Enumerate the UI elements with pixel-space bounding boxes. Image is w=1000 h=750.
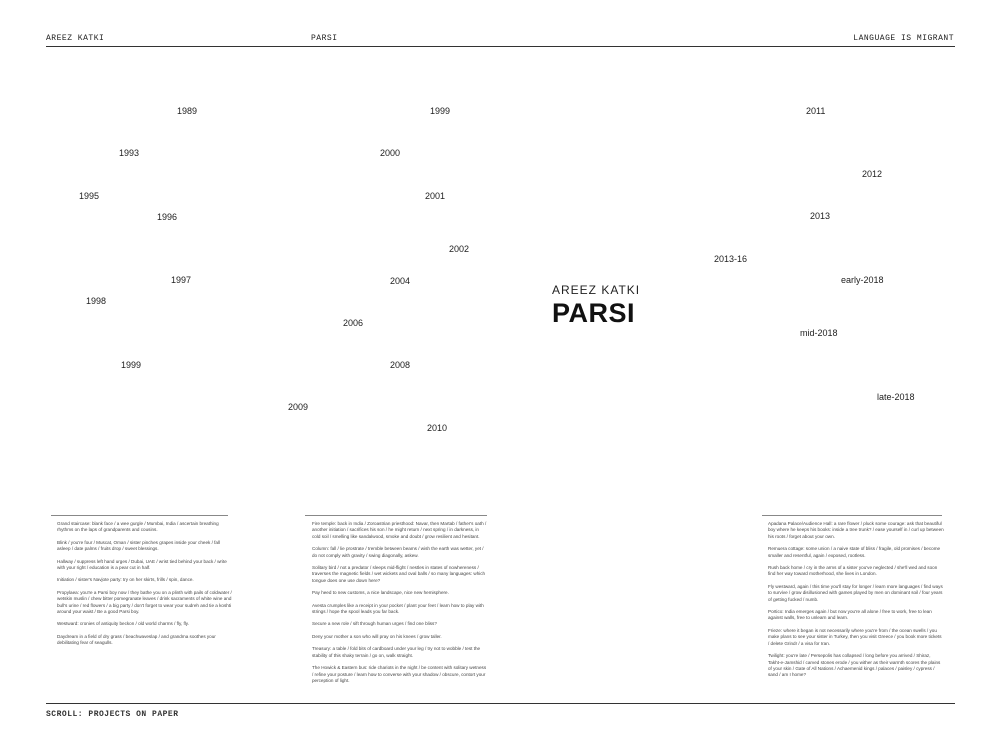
column-paragraph: Column: fall / lie prostrate / tremble between beams / wish the earth was wetter, yet / do not comply with gravity / swing diagonally, askew. (312, 546, 484, 558)
timeline-year: 2000 (380, 148, 401, 158)
timeline-year: 1995 (79, 191, 100, 201)
column-paragraph: Westward: cronies of antiquity beckon / old world charms / fly, fly. (57, 621, 189, 627)
timeline-year: 2008 (390, 360, 411, 370)
column-paragraph: Apadana Palace/Audience Hall: a rare flower / pluck some courage: ask that beautiful boy where he keeps his books: inside a tree trunk? / ease yourself in / curl up between his roots / forget about your own. (768, 521, 944, 539)
timeline-year: 2004 (390, 276, 411, 286)
header-tagline: LANGUAGE IS MIGRANT (853, 34, 954, 43)
column-3-rule (762, 515, 942, 516)
timeline-year: 2009 (288, 402, 309, 412)
column-paragraph: Portico: India emerges again / but now you're all alone / free to work, free to lean against walls, free to unlearn and learn. (768, 609, 932, 621)
column-paragraph: Secure a new role / sift through human urges / find one bliss? (312, 621, 437, 627)
column-1-rule (51, 515, 228, 516)
column-paragraph: Daydream in a field of dry grass / beachwaveslap / and grandma soothes your debilitating fear of seagulls. (57, 633, 216, 646)
title-block (552, 283, 640, 329)
column-paragraph: Blink / you're four / Muscat, Oman / sister pinches grapes inside your cheek / fall asleep / date palms / fruits drop / sweet blessings. (57, 539, 221, 552)
timeline-year: 2001 (425, 191, 446, 201)
header-author: AREEZ KATKI (46, 34, 105, 43)
column-paragraph: Remuera cottage: some union / a naive state of bliss / fragile, old promises / become smaller and resentful, again / exposed, rootless. (768, 546, 941, 558)
column-paragraph: Twilight: you're late / Persepolis has collapsed / long before you arrived / Shiraz, Takht-e-Jamshid / carved stones erode / you wither as their warmth scores the plains of your skin / Gate of All Nations / Achaemenid kings / palaces / paisley / cypress / sand / am I home? (768, 653, 941, 678)
column-paragraph: Treasury: a table / fold bits of cardboard under your leg / try not to wobble / test the stability of this shaky terrain / go on, walk straight. (312, 646, 481, 658)
page-title: PARSI (552, 298, 636, 328)
timeline-year: 2012 (862, 169, 883, 179)
timeline-year: 1997 (171, 275, 192, 285)
footer-label: SCROLL: PROJECTS ON PAPER (46, 710, 179, 719)
timeline-year: 2011 (806, 106, 826, 116)
timeline-year: 1999 (430, 106, 451, 116)
column-paragraph: Fly westward, again / this time you'll stay for longer / learn more languages / find ways to survive / grow disillusioned with games played by men on dominant soil / four years of getting fucked / numb. (768, 583, 943, 602)
column-paragraph: Deny your mother a son who will pray on his knees / grow taller. (312, 633, 442, 639)
column-paragraph: Fire temple: back in India / Zoroastrian priesthood: Navar, then Martab / father's oath / another initiation / sacrifices his son / he might return / next spring / in darkness, in cold soil / smelling like sandalwood, smoke and doubt / grow resilient and hesitant. (312, 521, 487, 539)
column-paragraph: Initiation / sister's Navjote party: try on her skirts, frills / spin, dance. (57, 577, 194, 583)
column-paragraph: The Howick & Eastern bus: ride chariots in the night / be content with solitary wetness / refine your posture / learn how to converse with your shadow / obscure, contort your perception of light. (312, 665, 487, 683)
column-paragraph: Rush back home / cry in the arms of a sister you've neglected / she'll wed and soon find her way toward motherhood, she lives in London. (768, 565, 938, 577)
footer-rule (46, 703, 955, 704)
header-rule (46, 46, 955, 47)
timeline-year: 1989 (177, 106, 198, 116)
column-paragraph: Pay heed to new customs, a nice landscape, nice new hemisphere. (312, 590, 449, 596)
column-paragraph: Hallway / suppress left hand urges / Dubai, UAE / wrist tied behind your back / write with your right / education is a pear cut in half. (57, 558, 227, 571)
timeline-year: 2013 (810, 211, 831, 221)
column-paragraph: Solitary bird / not a predator / sleeps mid-flight / nestles in states of nowhereness / traverses the magnetic fields / wet wickets and oval balls / so many languages: which tongue does one use down here? (312, 565, 486, 583)
timeline-year: mid-2018 (800, 328, 838, 338)
text-column-3 (768, 521, 944, 685)
header-title: PARSI (311, 34, 338, 43)
column-2-rule (305, 515, 487, 516)
text-column-2 (312, 521, 488, 690)
timeline-year: 2002 (449, 244, 470, 254)
timeline-year: 2006 (343, 318, 364, 328)
timeline-year: late-2018 (877, 392, 915, 402)
text-column-1 (57, 521, 233, 653)
column-paragraph: Grand staircase: blank face / a wee gurgle / Mumbai, India / ascertain breathing rhythms on the laps of grandparents and cousins. (57, 521, 219, 533)
timeline-year: 1999 (121, 360, 142, 370)
timeline-year: 1996 (157, 212, 178, 222)
column-paragraph: Propylaea: you're a Parsi boy now / they bathe you on a plinth with pails of coldwater / wetskin muslin / chew bitter pomegranate leaves / drink sacraments of white wine and bull's urine / red flowers / a big party / don't forget to wear your sudreh and tie a koshti around your waist / Be a good Parsi boy. (57, 589, 232, 615)
timeline-year: 1993 (119, 148, 140, 158)
timeline-year: 2010 (427, 423, 448, 433)
timeline-year: early-2018 (841, 275, 884, 285)
timeline-year: 2013-16 (714, 254, 748, 264)
title-author: AREEZ KATKI (552, 283, 641, 297)
timeline-year: 1998 (86, 296, 107, 306)
column-paragraph: Frieze: where it began is not necessarily where you're from / the ocean swells / you make plans to see your sister in Turkey, then you visit Greece / you book more tickets / delete Grindr / a visa for Iran. (768, 627, 942, 646)
column-paragraph: Avesta crumples like a receipt in your pocket / plant your feet / learn how to play with strings / hope the spool leads you far back. (312, 602, 484, 615)
